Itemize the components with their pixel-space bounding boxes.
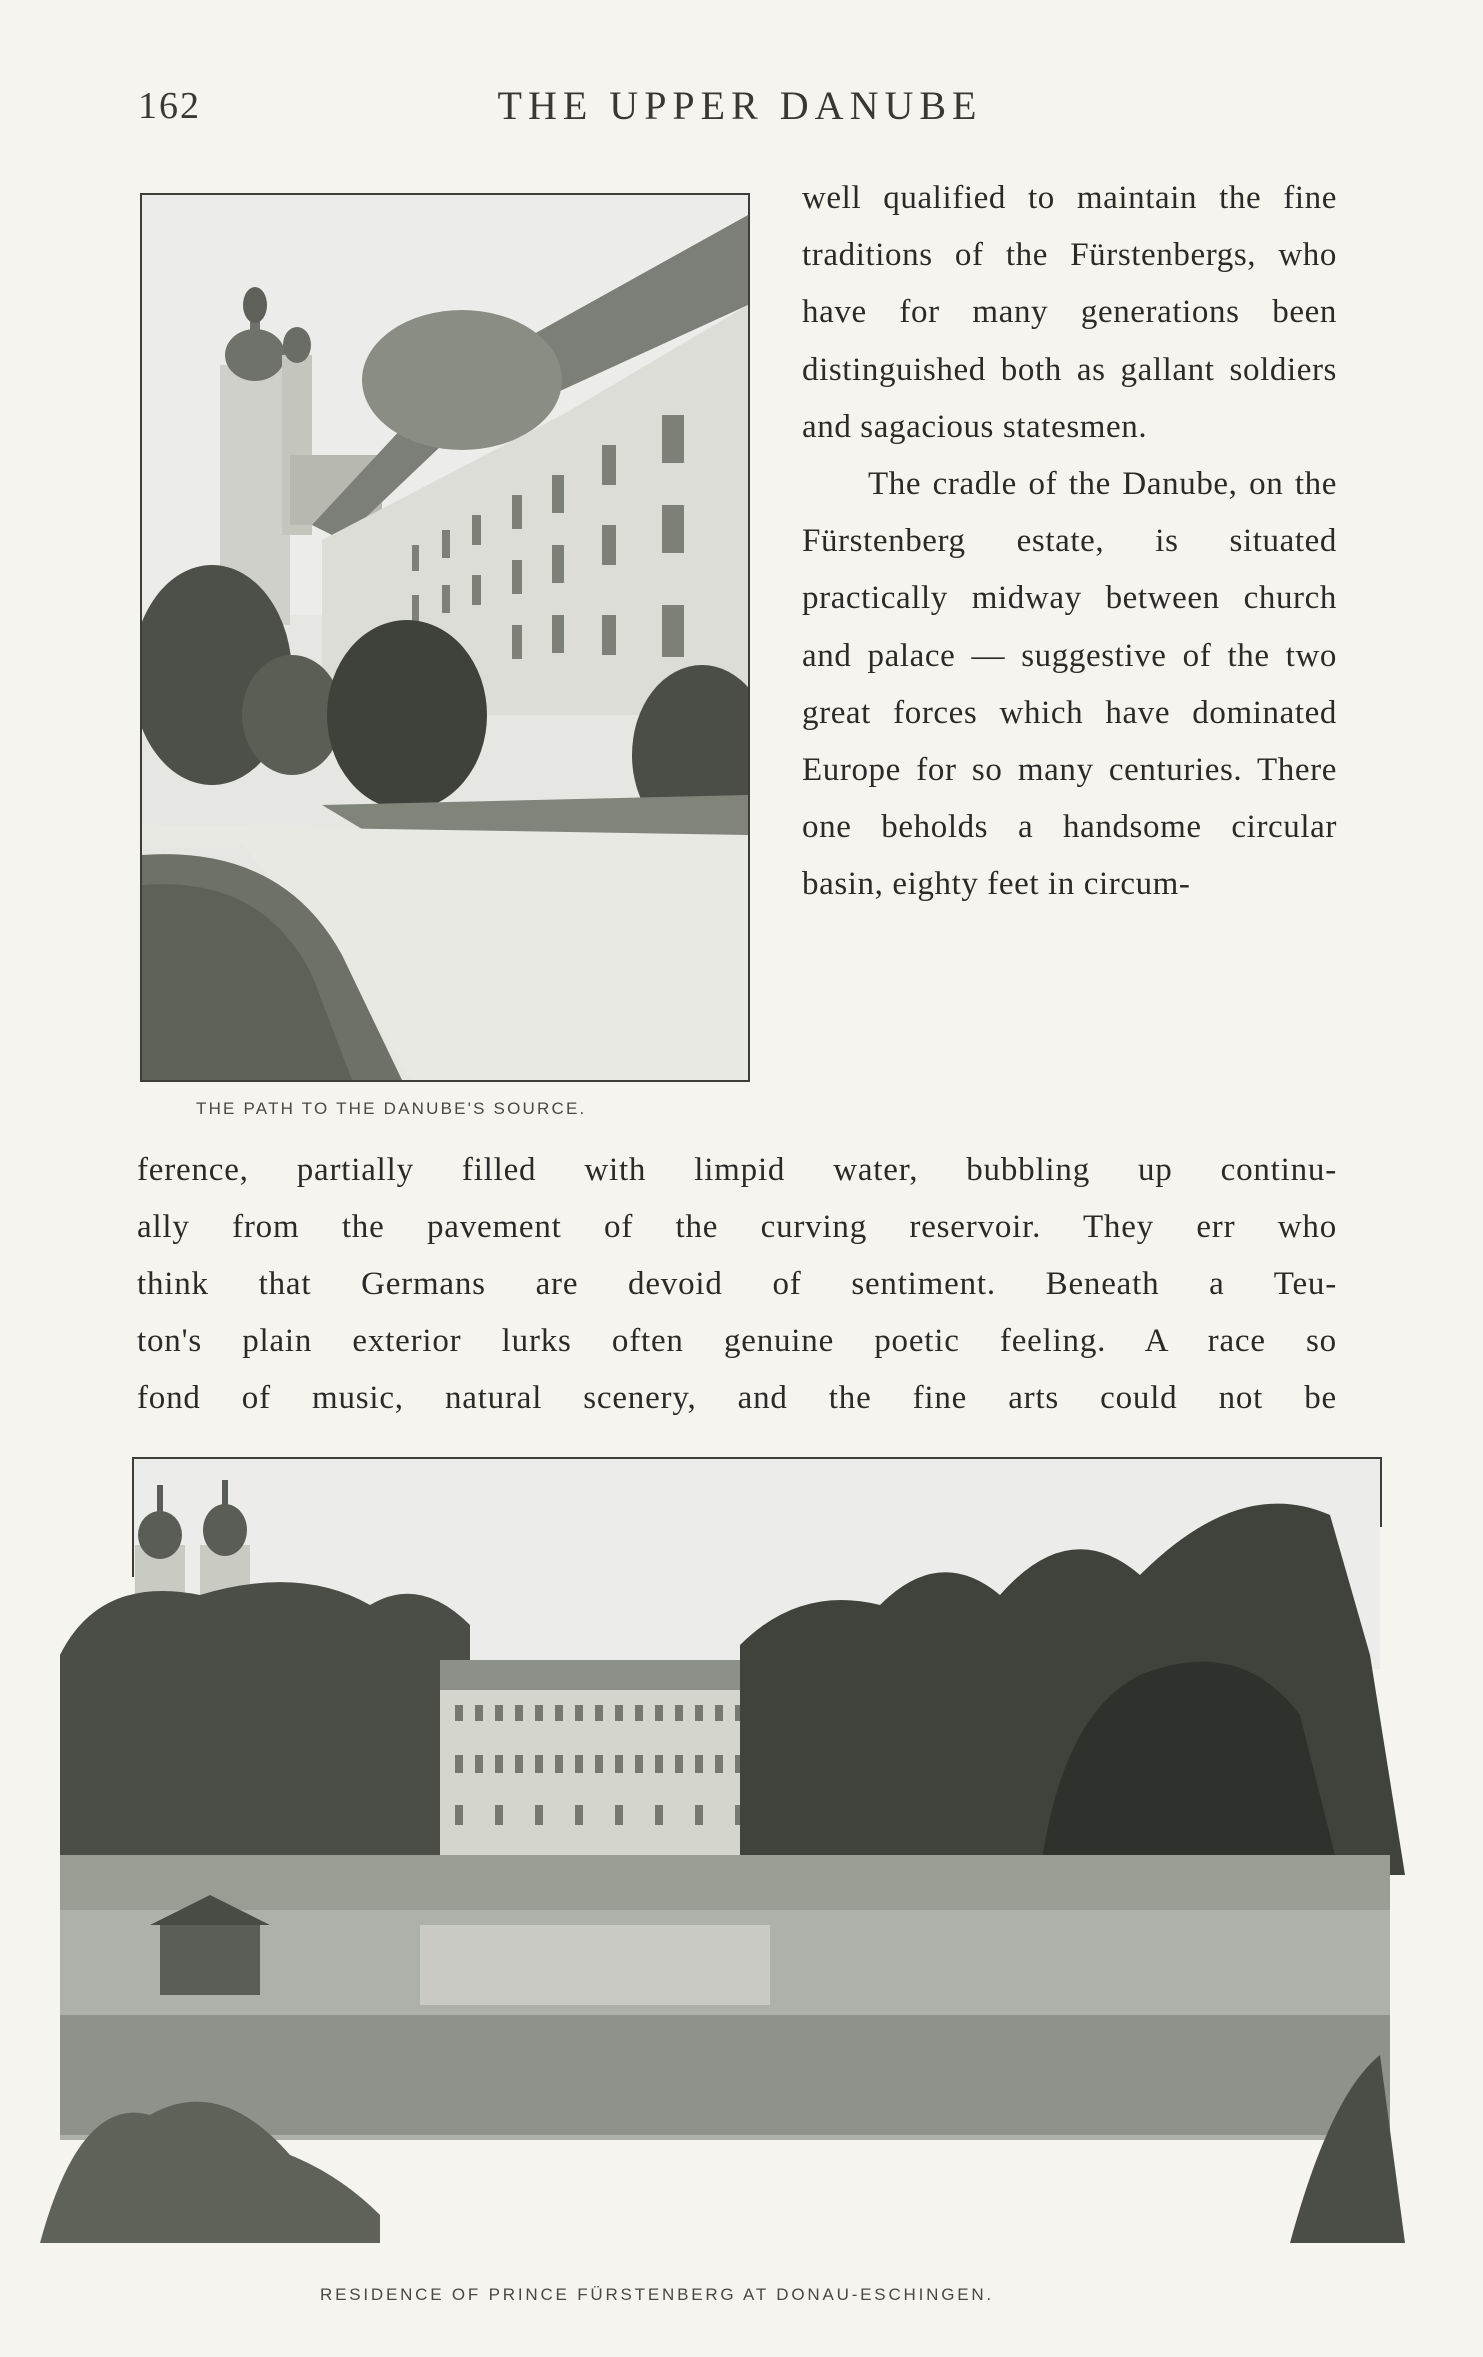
running-title: THE UPPER DANUBE <box>497 83 983 128</box>
residence-lake-photo <box>40 1455 1405 2243</box>
bottom-figure-caption: RESIDENCE OF PRINCE FÜRSTENBERG AT DONAU-ESCHINGEN. <box>320 2285 994 2304</box>
text-line: fond of music, natural scenery, and the fine arts could not be <box>137 1380 1337 1416</box>
text-line: ference, partially filled with limpid water, bubbling up continu- <box>137 1152 1337 1188</box>
text-line: think that Germans are devoid of sentiment. Beneath a Teu- <box>137 1266 1337 1302</box>
text-line: ton's plain exterior lurks often genuine poetic feeling. A race so <box>137 1323 1337 1359</box>
paragraph-continued: well qualified to maintain the fine traditions of the Fürstenbergs, who have for many generations been distinguished both as gallant soldiers and sagacious statesmen. <box>802 180 1337 445</box>
text-line: ally from the pavement of the curving reservoir. They err who <box>137 1209 1337 1245</box>
column-text <box>802 170 1337 914</box>
palace-path-photo <box>140 193 750 1082</box>
top-figure-caption: THE PATH TO THE DANUBE'S SOURCE. <box>196 1099 587 1118</box>
page-number: 162 <box>138 85 201 127</box>
paragraph-cradle: The cradle of the Danube, on the Fürstenberg estate, is situated practically midway between church and palace — suggestive of the two great forces which have dominated Europe for so many centuries. There one beholds a handsome circular basin, eighty feet in circum- <box>802 466 1337 903</box>
full-width-text <box>137 1142 1337 1427</box>
